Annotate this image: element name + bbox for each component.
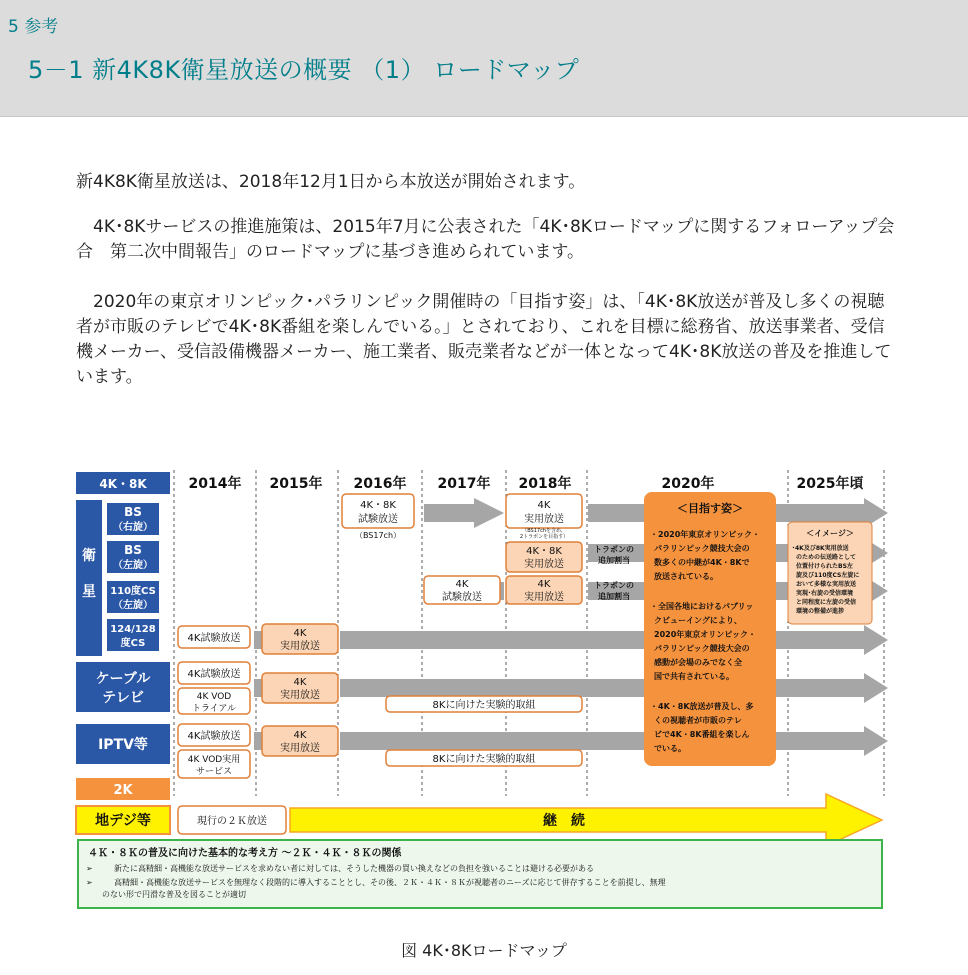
cable-trial: 4K試験放送 [187, 669, 241, 680]
policy-item-2: 高精細・高機能な放送サービスを無理なく段階的に導入することとし、その後、２Ｋ・４Ｋ・８Ｋが視聴者のニーズに応じて併存することを前提し、無理 [114, 878, 666, 887]
page-header [0, 0, 968, 117]
image-2025-line: 位置付けられたBS左 [796, 563, 853, 570]
year-2017: 2017年 [437, 476, 491, 492]
corner-label: 4K・8K [99, 477, 147, 491]
row-cs124-l2: 度CS [120, 638, 146, 649]
cs124-trial: 4K試験放送 [187, 633, 241, 644]
paragraph-2: 4K･8Kサービスの推進施策は、2015年7月に公表された「4K･8Kロードマップに関するフォローアップ会合 第二次中間報告」のロードマップに基づき進められています。 [76, 217, 895, 262]
iptv-prac-l2: 実用放送 [280, 743, 320, 754]
cable-prac-l1: 4K [293, 677, 307, 688]
policy-item-2-cont: のない形で円滑な普及を図ることが適切 [102, 890, 246, 899]
cable-label-1: ケーブル [95, 671, 151, 687]
cs110-2017-l1: 4K [455, 579, 469, 590]
goal-line: 数多くの中継が4K・8Kで [654, 558, 750, 567]
cs124-prac-l2: 実用放送 [280, 641, 320, 652]
goal-line: パラリンピック競技大会の [654, 644, 750, 653]
policy-title: ４Ｋ・８Ｋの普及に向けた基本的な考え方 ～２Ｋ・４Ｋ・８Ｋの関係 [88, 848, 402, 859]
iptv-prac-l1: 4K [293, 730, 307, 741]
continue-label: 継 続 [543, 813, 585, 829]
bs-left-2018-l1: 4K・8K [526, 546, 562, 557]
goal-line: 国で共有されている。 [654, 672, 734, 681]
cs110-2018-l1: 4K [537, 579, 551, 590]
iptv-vod-l1: 4K VOD実用 [187, 755, 241, 765]
trial-2016-l1: 4K・8K [360, 500, 396, 511]
iptv-8k: 8Kに向けた実験的取組 [432, 754, 536, 765]
year-2016: 2016年 [353, 476, 407, 492]
bs-right-2018-l2: 実用放送 [524, 514, 564, 525]
figure-caption: 図 4K･8Kロードマップ [401, 941, 567, 960]
image-2025-line: ･4K及び8K実用放送 [792, 545, 849, 552]
bs-left-2018-l2: 実用放送 [524, 559, 564, 570]
year-2025: 2025年頃 [796, 476, 864, 492]
trapon-1-l1: トラポンの [594, 545, 634, 554]
row-bs-right-l2: （右旋） [113, 522, 153, 533]
image-2025-line: のための伝送路として [796, 554, 857, 561]
cs110-2018-l2: 実用放送 [524, 592, 564, 603]
goal-line: 放送されている。 [654, 572, 718, 581]
year-2018: 2018年 [518, 476, 572, 492]
goal-line: クビューイングにより、 [654, 616, 742, 625]
goal-line: 2020年東京オリンピック・ [654, 630, 756, 639]
paragraph-1: 新4K8K衛星放送は、2018年12月1日から本放送が開始されます。 [76, 172, 586, 192]
section-label: 5 参考 [8, 17, 59, 37]
satellite-label-2: 星 [82, 584, 96, 600]
policy-item-1: 新たに高精細・高機能な放送サービスを求めない者に対しては、そうした機器の買い換えなどの負担を強いることは避ける必要がある [114, 864, 594, 873]
trapon-2-l1: トラポンの [594, 581, 634, 590]
row-cs124-l1: 124/128 [110, 624, 156, 635]
terrestrial-label: 地デジ等 [95, 813, 151, 829]
label-2k: 2K [113, 783, 133, 798]
image-2025-line: 環境の整備が進捗 [796, 608, 845, 615]
continue-arrow [290, 794, 882, 846]
iptv-trial: 4K試験放送 [187, 731, 241, 742]
row-cs110-l1: 110度CS [110, 586, 156, 597]
trapon-1-l2: 追加割当 [598, 556, 630, 565]
cable-label-2: テレビ [102, 690, 144, 706]
row-cs110-l2: （左旋） [113, 600, 153, 611]
policy-bullet-1: ➢ [86, 864, 93, 873]
goal-line: くの視聴者が市販のテレ [654, 716, 742, 725]
policy-bullet-2: ➢ [86, 878, 93, 887]
paragraph-3: 2020年の東京オリンピック･パラリンピック開催時の「目指す姿」は、「4K･8K放送が普及し多くの視聴者が市販のテレビで4K･8K番組を楽しんでいる。」とされており、これを目標に総務省、放送事業者、受信機メーカー、受信設備機器メーカー、施工業者、販売業者などが一体となって4K･8K放送の普及を推進しています。 [76, 292, 892, 387]
current-2k: 現行の２Ｋ放送 [197, 816, 267, 827]
goal-line: ビで4K・8K番組を楽しん [654, 730, 750, 739]
cable-8k: 8Kに向けた実験的取組 [432, 700, 536, 711]
cable-vod-l2: トライアル [191, 704, 237, 714]
image-2025-line: 旋及び110度CS左旋に [796, 572, 860, 579]
image-2025-line: 実現･右旋の受信環境 [796, 590, 854, 597]
year-2015: 2015年 [269, 476, 323, 492]
goal-line: ・全国各地におけるパブリッ [650, 602, 754, 611]
roadmap-figure [74, 466, 894, 912]
goal-line: ・4K・8K放送が普及し、多 [650, 702, 754, 711]
iptv-label: IPTV等 [98, 737, 148, 753]
goal-line: パラリンピック競技大会の [654, 544, 750, 553]
iptv-vod-l2: サービス [195, 767, 233, 777]
goal-line: 感動が会場のみでなく全 [654, 658, 742, 667]
cable-vod-l1: 4K VOD [196, 692, 232, 702]
row-bs-left-l2: （左旋） [113, 560, 153, 571]
trial-2016-l2: 試験放送 [358, 514, 398, 525]
cs110-2017-l2: 試験放送 [442, 592, 482, 603]
goal-line: でいる。 [654, 744, 686, 753]
image-2025-line: と同程度に左旋の受信 [796, 599, 857, 606]
row-bs-right-l1: BS [124, 505, 142, 519]
satellite-label-bg [76, 500, 102, 656]
bs-right-2018-l1: 4K [537, 500, 551, 511]
goal-line: ・2020年東京オリンピック・ [650, 530, 760, 539]
bs17-note: （BS17ch） [354, 531, 402, 540]
bs-right-note-l2: 2トラポンを目指す） [519, 534, 569, 540]
cs124-prac-l1: 4K [293, 628, 307, 639]
trapon-2-l2: 追加割当 [598, 592, 630, 601]
image-2025-line: おいて多様な実用放送 [796, 581, 857, 588]
bs-right-note-l1: （BS17chを含め、 [522, 528, 566, 534]
year-2020: 2020年 [661, 476, 715, 492]
page-title: 5－1 新4K8K衛星放送の概要 （1） ロードマップ [28, 56, 580, 84]
year-2014: 2014年 [188, 476, 242, 492]
goal-title: ＜目指す姿＞ [677, 502, 743, 515]
image-2025-title: ＜イメージ＞ [806, 529, 854, 538]
row-bs-left-l1: BS [124, 543, 142, 557]
cable-prac-l2: 実用放送 [280, 690, 320, 701]
satellite-label-1: 衛 [82, 548, 96, 564]
